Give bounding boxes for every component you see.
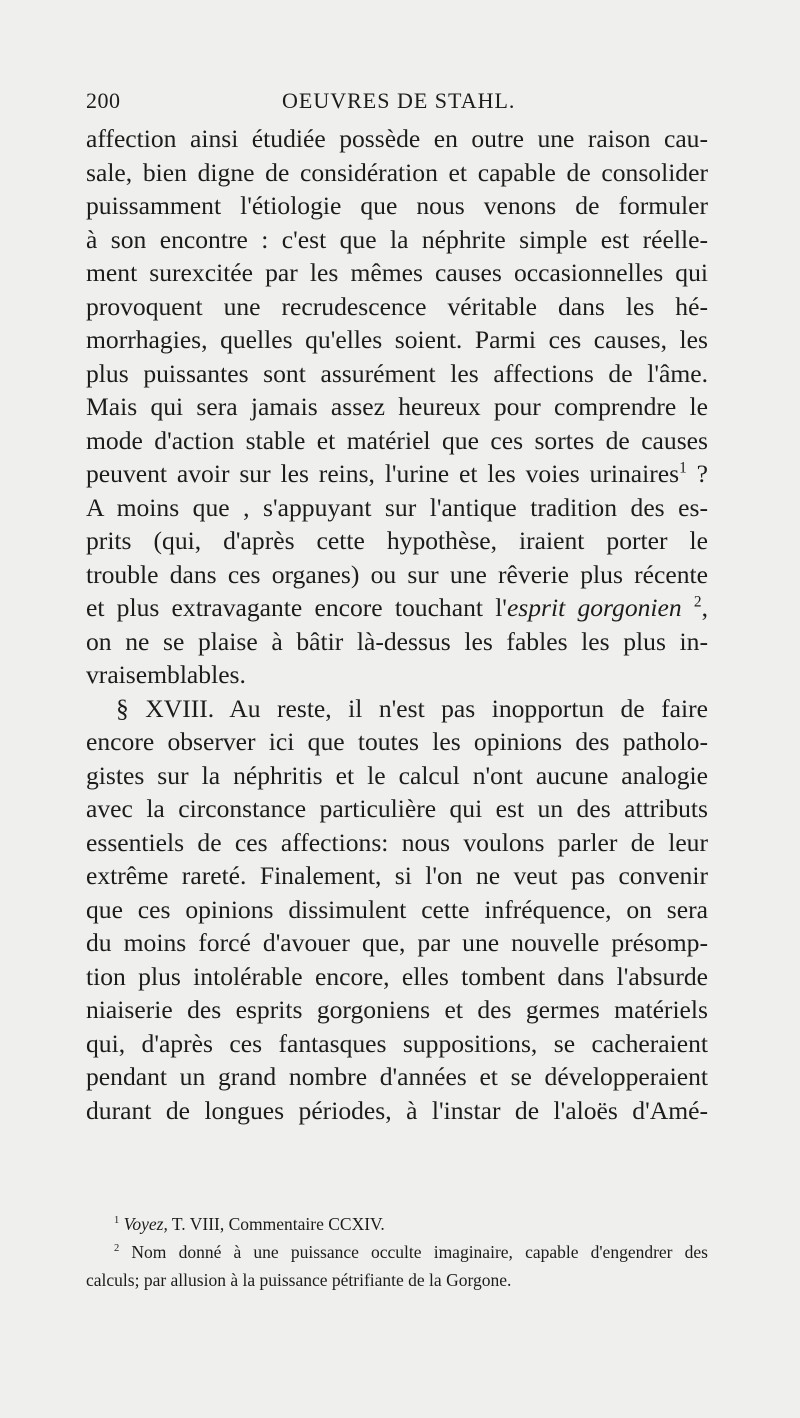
- text-line: provoquent une recrudescence véritable dans les hé-: [86, 291, 708, 321]
- text-line: gistes sur la néphritis et le calcul n'ont aucune analogie: [86, 760, 708, 790]
- section-start-line: § XVIII. Au reste, il n'est pas inopportun de faire: [116, 693, 708, 723]
- text-line: puissamment l'étiologie que nous venons de formuler: [86, 191, 708, 220]
- running-head: OEUVRES DE STAHL.: [282, 88, 516, 113]
- text-line: niaiserie des esprits gorgoniens et des germes matériels: [86, 995, 708, 1024]
- text-line: mode d'action stable et matériel que ces sortes de causes: [86, 425, 708, 455]
- footnote-text: Nom donné à une puissance occulte imaginaire, capable d'engendrer des: [119, 1242, 708, 1262]
- text-line: extrême rareté. Finalement, si l'on ne veut pas convenir: [86, 861, 708, 890]
- footnote-ref-2: 2: [693, 593, 702, 611]
- text-line: durant de longues périodes, à l'instar de l'aloës d'Amé-: [86, 1095, 708, 1125]
- text-line: essentiels de ces affections: nous voulons parler de leur: [86, 827, 708, 857]
- italic-term: esprit gorgonien: [506, 593, 682, 622]
- text-line: A moins que , s'appuyant sur l'antique tradition des es-: [86, 492, 708, 522]
- line-tail: ?: [686, 459, 708, 488]
- body-text: [86, 122, 708, 1127]
- footnote-2-line-2: calculs; par allusion à la puissance pétrifiante de la Gorgone.: [86, 1270, 512, 1290]
- text-line: tion plus intolérable encore, elles tombent dans l'absurde: [86, 961, 708, 991]
- line-text: et plus extravagante encore touchant l': [86, 593, 507, 622]
- text-line: ment surexcitée par les mêmes causes occasionnelles qui: [86, 258, 708, 287]
- text-line: trouble dans ces organes) ou sur une rêverie plus récente: [86, 559, 708, 589]
- text-line: Mais qui sera jamais assez heureux pour comprendre le: [86, 392, 708, 421]
- text-line: sale, bien digne de considération et capable de consolider: [86, 157, 708, 187]
- line-text: peuvent avoir sur les reins, l'urine et les voies urinaires: [86, 459, 680, 488]
- text-line: on ne se plaise à bâtir là-dessus les fables les plus in-: [86, 626, 708, 656]
- text-line: [86, 457, 708, 491]
- footnote-ref-1: 1: [679, 459, 687, 477]
- text-line: [86, 591, 708, 625]
- text-line: prits (qui, d'après cette hypothèse, iraient porter le: [86, 526, 708, 555]
- text-line: vraisemblables.: [86, 660, 246, 689]
- page-number: 200: [86, 88, 121, 113]
- text-line: pendant un grand nombre d'années et se développeraient: [86, 1062, 708, 1091]
- footnote-italic: Voyez,: [123, 1214, 168, 1234]
- footnote-2-line-1: [86, 1238, 708, 1266]
- footnote-1: [86, 1210, 708, 1238]
- text-line: avec la circonstance particulière qui est un des attributs: [86, 794, 708, 823]
- text-line: morrhagies, quelles qu'elles soient. Parmi ces causes, les: [86, 325, 708, 354]
- text-line: encore observer ici que toutes les opinions des patholo-: [86, 727, 708, 756]
- footnote-marker: 2: [114, 1243, 120, 1255]
- text-line: qui, d'après ces fantasques suppositions, se cacheraient: [86, 1028, 708, 1058]
- footnote-marker: 1: [114, 1215, 120, 1227]
- text-line: du moins forcé d'avouer que, par une nouvelle présomp-: [86, 928, 708, 957]
- text-line: affection ainsi étudiée possède en outre une raison cau-: [86, 124, 708, 153]
- text-line: plus puissantes sont assurément les affections de l'âme.: [86, 358, 708, 388]
- text-line: que ces opinions dissimulent cette infréquence, on sera: [86, 894, 708, 924]
- page-header: [86, 88, 716, 124]
- footnotes: [86, 1210, 708, 1294]
- footnote-text: T. VIII, Commentaire CCXIV.: [167, 1214, 385, 1234]
- text-line: à son encontre : c'est que la néphrite simple est réelle-: [86, 224, 708, 254]
- line-tail: ,: [701, 593, 708, 622]
